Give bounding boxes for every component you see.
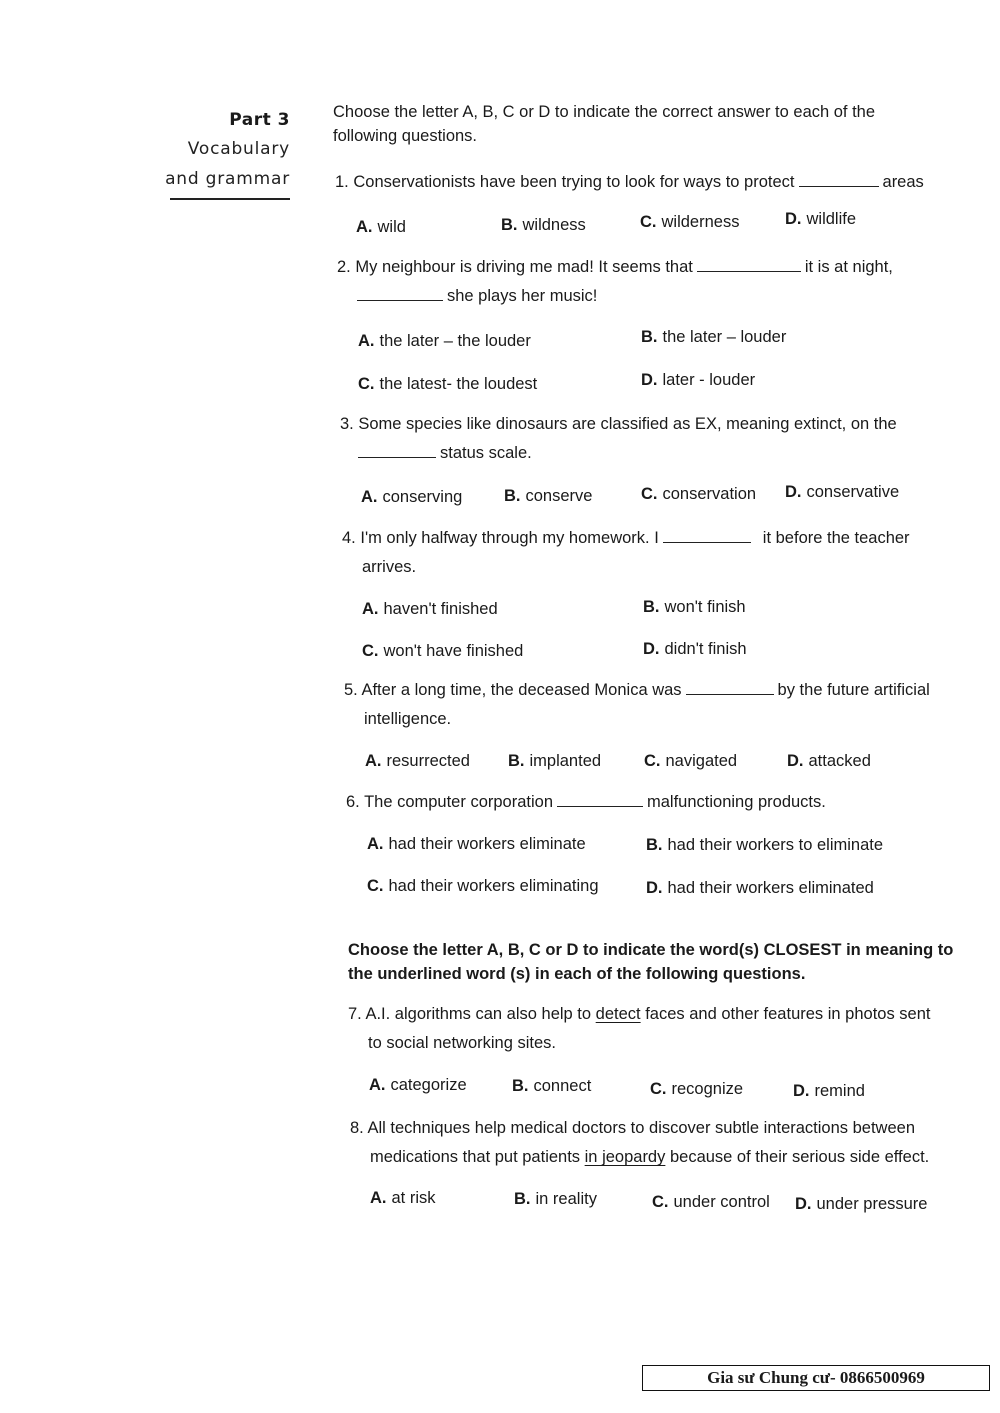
option-letter: D.: [785, 210, 802, 228]
underlined-word: detect: [595, 1005, 641, 1023]
option-letter: A.: [369, 1076, 386, 1094]
option-letter: D.: [646, 879, 663, 897]
option-letter: B.: [504, 487, 521, 505]
question-text: medications that put patients: [370, 1148, 581, 1166]
option-7c[interactable]: [650, 1077, 743, 1101]
option-7d[interactable]: [793, 1079, 865, 1103]
option-letter: A.: [356, 218, 373, 236]
option-letter: D.: [785, 483, 802, 501]
option-1a[interactable]: [356, 215, 406, 239]
option-6d[interactable]: [646, 876, 874, 900]
option-letter: C.: [641, 485, 658, 503]
option-letter: D.: [643, 640, 660, 658]
option-text: conservative: [806, 483, 900, 501]
option-letter: B.: [641, 328, 658, 346]
option-letter: C.: [650, 1080, 667, 1098]
option-letter: B.: [512, 1077, 529, 1095]
option-letter: B.: [643, 598, 660, 616]
option-text: had their workers eliminated: [667, 879, 874, 897]
option-5a[interactable]: [365, 749, 470, 773]
part-label: Part 3: [229, 110, 290, 130]
option-letter: C.: [362, 642, 379, 660]
option-text: had their workers eliminate: [388, 835, 586, 853]
option-2b[interactable]: [641, 325, 786, 349]
option-4b[interactable]: [643, 595, 746, 619]
question-number: 7.: [348, 1005, 362, 1023]
option-text: connect: [533, 1077, 592, 1095]
option-1b[interactable]: [501, 213, 586, 237]
option-letter: C.: [644, 752, 661, 770]
option-4a[interactable]: [362, 597, 498, 621]
question-text: All techniques help medical doctors to discover subtle interactions between: [367, 1119, 916, 1137]
question-text: it before the teacher: [762, 529, 910, 547]
option-text: conserving: [382, 488, 463, 506]
option-text: the later – the louder: [379, 332, 531, 350]
option-8c[interactable]: [652, 1190, 770, 1214]
question-2: [337, 253, 967, 311]
option-text: haven't finished: [383, 600, 498, 618]
question-text: I'm only halfway through my homework. I: [360, 529, 659, 547]
option-3b[interactable]: [504, 484, 592, 508]
option-6b[interactable]: [646, 833, 883, 857]
option-5d[interactable]: [787, 749, 871, 773]
option-5b[interactable]: [508, 749, 601, 773]
option-text: recognize: [671, 1080, 744, 1098]
question-number: 4.: [342, 529, 356, 547]
question-text: status scale.: [440, 444, 532, 462]
option-text: conservation: [662, 485, 757, 503]
option-letter: A.: [358, 332, 375, 350]
question-number: 3.: [340, 415, 354, 433]
question-number: 5.: [344, 681, 358, 699]
question-1: [335, 168, 965, 197]
option-letter: A.: [362, 600, 379, 618]
question-number: 6.: [346, 793, 360, 811]
option-letter: A.: [365, 752, 382, 770]
section-sidebar: [150, 106, 290, 200]
option-letter: B.: [508, 752, 525, 770]
question-text: intelligence.: [364, 710, 452, 728]
option-text: remind: [814, 1082, 865, 1100]
option-letter: C.: [367, 877, 384, 895]
question-number: 2.: [337, 258, 351, 276]
option-text: attacked: [808, 752, 871, 770]
option-letter: B.: [501, 216, 518, 234]
option-text: won't have finished: [383, 642, 524, 660]
option-text: at risk: [391, 1189, 436, 1207]
section1-instruction: Choose the letter A, B, C or D to indicate the correct answer to each of the following questions.: [333, 103, 876, 145]
option-7a[interactable]: [369, 1073, 467, 1097]
sidebar-underline: [170, 198, 290, 200]
option-8a[interactable]: [370, 1186, 436, 1210]
option-3d[interactable]: [785, 480, 899, 504]
option-2c[interactable]: [358, 372, 537, 396]
option-text: implanted: [529, 752, 602, 770]
question-6: [346, 788, 976, 817]
section-title-line1: Vocabulary: [187, 139, 290, 159]
answer-blank[interactable]: [799, 174, 879, 187]
question-4: [342, 524, 972, 582]
question-text: by the future artificial: [777, 681, 930, 699]
option-7b[interactable]: [512, 1074, 591, 1098]
option-letter: C.: [652, 1193, 669, 1211]
question-text: to social networking sites.: [368, 1034, 557, 1052]
option-letter: D.: [787, 752, 804, 770]
question-text: arrives.: [362, 558, 417, 576]
option-text: categorize: [390, 1076, 467, 1094]
question-text: areas: [882, 173, 924, 191]
option-5c[interactable]: [644, 749, 737, 773]
question-text: A.I. algorithms can also help to: [365, 1005, 592, 1023]
option-text: under control: [673, 1193, 770, 1211]
option-8d[interactable]: [795, 1192, 927, 1216]
option-text: had their workers to eliminate: [667, 836, 884, 854]
question-7: [348, 1000, 978, 1058]
option-text: wild: [377, 218, 406, 236]
option-text: had their workers eliminating: [388, 877, 599, 895]
option-text: later - louder: [662, 371, 756, 389]
option-6a[interactable]: [367, 832, 586, 856]
option-text: wildness: [522, 216, 586, 234]
option-text: the latest- the loudest: [379, 375, 538, 393]
answer-blank[interactable]: [557, 794, 643, 807]
answer-blank[interactable]: [357, 288, 443, 301]
option-2a[interactable]: [358, 329, 531, 353]
option-3a[interactable]: [361, 485, 462, 509]
question-number: 8.: [350, 1119, 364, 1137]
option-8b[interactable]: [514, 1187, 597, 1211]
option-text: resurrected: [386, 752, 470, 770]
option-text: navigated: [665, 752, 738, 770]
option-letter: B.: [646, 836, 663, 854]
option-text: wilderness: [661, 213, 740, 231]
option-letter: A.: [361, 488, 378, 506]
question-number: 1.: [335, 173, 349, 191]
option-text: wildlife: [806, 210, 857, 228]
option-text: in reality: [535, 1190, 597, 1208]
option-letter: D.: [793, 1082, 810, 1100]
option-3c[interactable]: [641, 482, 756, 506]
option-letter: C.: [358, 375, 375, 393]
option-text: the later – louder: [662, 328, 787, 346]
footer-contact-box: Gia sư Chung cư- 0866500969: [642, 1365, 990, 1391]
question-3: [340, 410, 970, 468]
option-text: conserve: [525, 487, 593, 505]
option-letter: D.: [795, 1195, 812, 1213]
answer-blank[interactable]: [697, 259, 801, 272]
option-1c[interactable]: [640, 210, 739, 234]
question-8: [350, 1114, 980, 1172]
question-text: Conservationists have been trying to look for ways to protect: [353, 173, 795, 191]
option-1d[interactable]: [785, 207, 856, 231]
option-text: under pressure: [816, 1195, 928, 1213]
underlined-word: in jeopardy: [584, 1148, 666, 1166]
option-letter: A.: [370, 1189, 387, 1207]
option-4d[interactable]: [643, 637, 747, 661]
option-text: didn't finish: [664, 640, 747, 658]
option-letter: A.: [367, 835, 384, 853]
question-text: After a long time, the deceased Monica was: [361, 681, 682, 699]
question-text: it is at night,: [804, 258, 893, 276]
option-4c[interactable]: [362, 639, 523, 663]
question-text: My neighbour is driving me mad! It seems that: [355, 258, 693, 276]
option-2d[interactable]: [641, 368, 755, 392]
option-letter: C.: [640, 213, 657, 231]
option-letter: B.: [514, 1190, 531, 1208]
answer-blank[interactable]: [686, 682, 774, 695]
section2-instruction: Choose the letter A, B, C or D to indicate the word(s) CLOSEST in meaning to the underlined word (s) in each of the following questions.: [348, 941, 954, 983]
question-text: malfunctioning products.: [647, 793, 826, 811]
option-6c[interactable]: [367, 874, 599, 898]
question-text: she plays her music!: [447, 287, 598, 305]
section-title-line2: and grammar: [165, 169, 290, 189]
question-text: The computer corporation: [364, 793, 553, 811]
answer-blank[interactable]: [663, 530, 751, 543]
question-5: [344, 676, 974, 734]
question-text: because of their serious side effect.: [669, 1148, 930, 1166]
question-text: faces and other features in photos sent: [645, 1005, 931, 1023]
question-text: Some species like dinosaurs are classified as EX, meaning extinct, on the: [358, 415, 897, 433]
option-letter: D.: [641, 371, 658, 389]
answer-blank[interactable]: [358, 445, 436, 458]
option-text: won't finish: [664, 598, 746, 616]
